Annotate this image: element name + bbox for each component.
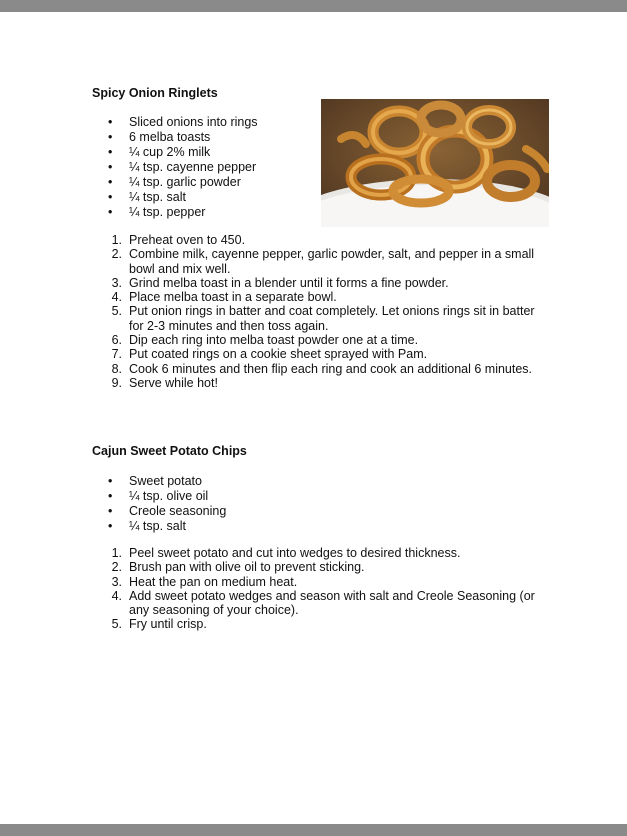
- list-item: • ¼ tsp. cayenne pepper: [108, 160, 257, 174]
- list-item: 1. Preheat oven to 450.: [111, 233, 246, 247]
- bullet-icon: •: [108, 160, 113, 174]
- ingredients-list-onion-ringlets: [108, 115, 258, 220]
- list-item: 8. Cook 6 minutes and then flip each ring and cook an additional 6 minutes.: [111, 361, 533, 376]
- list-item: • ¼ tsp. salt: [108, 190, 186, 204]
- onion-rings-photo: [321, 99, 549, 227]
- list-item: • ¼ cup 2% milk: [108, 145, 211, 159]
- bullet-icon: •: [108, 115, 113, 129]
- list-item: 5. Fry until crisp.: [111, 617, 207, 632]
- list-item: • 6 melba toasts: [108, 130, 211, 144]
- list-item: 7. Put coated rings on a cookie sheet sprayed with Pam.: [111, 347, 428, 362]
- list-item: • Sweet potato: [108, 474, 202, 488]
- bullet-icon: •: [108, 205, 113, 219]
- recipe-title-onion-ringlets: Spicy Onion Ringlets: [92, 86, 218, 100]
- list-item: • ¼ tsp. salt: [108, 519, 186, 533]
- list-item: • ¼ tsp. pepper: [108, 205, 206, 219]
- list-item: 1. Peel sweet potato and cut into wedges to desired thickness.: [111, 546, 461, 560]
- ingredients-list-sweet-potato-chips: [108, 474, 226, 534]
- list-item: 5. Put onion rings in batter and coat completely. Let onions rings sit in batter for 2-3 minutes and then toss again.: [111, 304, 535, 333]
- bottom-toolbar-strip: [0, 824, 627, 836]
- recipe-title-sweet-potato-chips: Cajun Sweet Potato Chips: [92, 444, 247, 458]
- list-item: • Creole seasoning: [108, 504, 227, 518]
- bullet-icon: •: [108, 504, 113, 518]
- steps-list-sweet-potato-chips: [108, 546, 548, 632]
- list-item: 3. Heat the pan on medium heat.: [111, 574, 298, 589]
- top-toolbar-strip: [0, 0, 627, 12]
- list-item: 4. Place melba toast in a separate bowl.: [111, 290, 337, 305]
- list-item: 9. Serve while hot!: [111, 375, 218, 390]
- list-item: • Sliced onions into rings: [108, 115, 258, 129]
- onion-rings-icon: [321, 99, 549, 227]
- bullet-icon: •: [108, 190, 113, 204]
- bullet-icon: •: [108, 175, 113, 189]
- bullet-icon: •: [108, 519, 113, 533]
- list-item: • ¼ tsp. garlic powder: [108, 175, 241, 189]
- list-item: 2. Brush pan with olive oil to prevent sticking.: [111, 560, 365, 575]
- bullet-icon: •: [108, 145, 113, 159]
- list-item: 4. Add sweet potato wedges and season with salt and Creole Seasoning (or any seasoning of your choice).: [111, 588, 535, 618]
- list-item: 3. Grind melba toast in a blender until it forms a fine powder.: [111, 275, 449, 290]
- list-item: 6. Dip each ring into melba toast powder one at a time.: [111, 333, 419, 348]
- list-item: • ¼ tsp. olive oil: [108, 489, 209, 503]
- bullet-icon: •: [108, 474, 113, 488]
- bullet-icon: •: [108, 489, 113, 503]
- bullet-icon: •: [108, 130, 113, 144]
- steps-list-onion-ringlets: [108, 233, 548, 390]
- list-item: 2. Combine milk, cayenne pepper, garlic powder, salt, and pepper in a small bowl and mix well.: [111, 247, 535, 276]
